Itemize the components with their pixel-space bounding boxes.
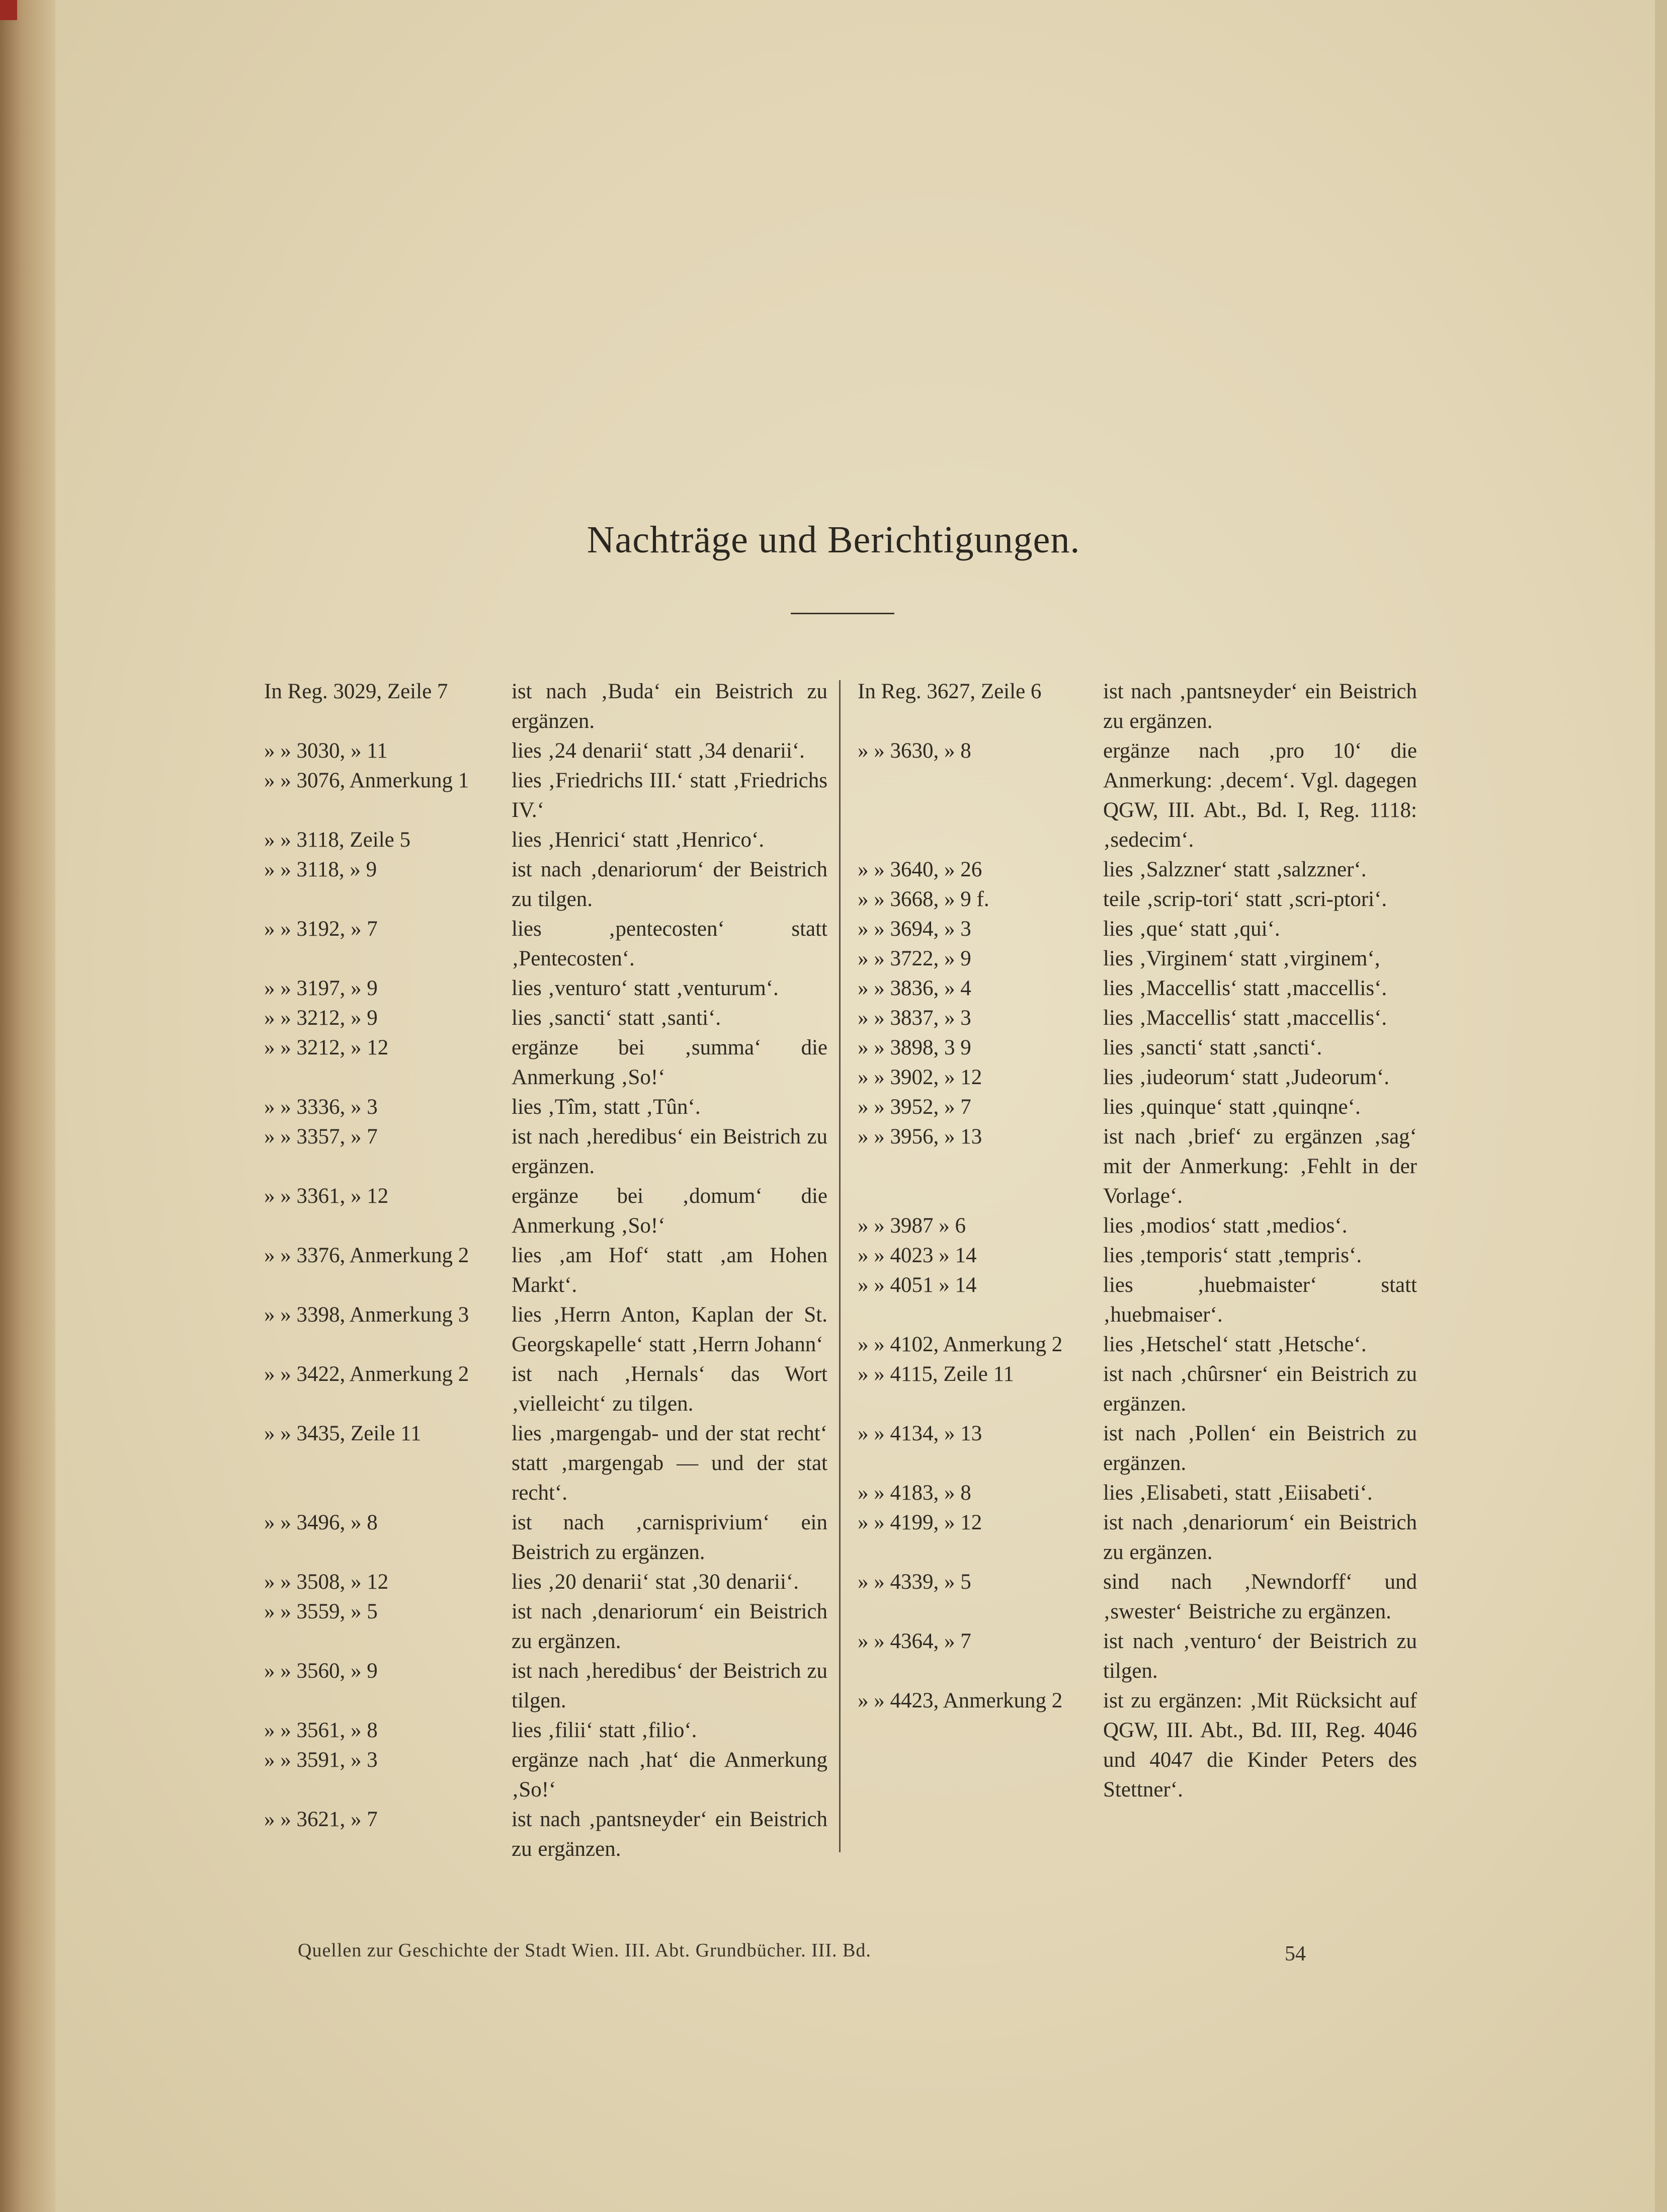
- correction-entry: [264, 677, 827, 736]
- correction-text: lies ‚Maccellis‘ statt ‚maccellis‘.: [1103, 976, 1387, 1000]
- correction-entry: [858, 884, 1417, 914]
- correction-entry: [264, 1745, 827, 1805]
- register-reference: » » 3837, » 3: [858, 1006, 971, 1030]
- correction-entry: [858, 1419, 1417, 1478]
- correction-entry: [858, 944, 1417, 973]
- correction-text: ist nach ‚Hernals‘ das Wort ‚vielleicht‘ zu tilgen.: [512, 1362, 827, 1416]
- correction-text: lies ‚iudeorum‘ statt ‚Judeorum‘.: [1103, 1066, 1390, 1089]
- correction-text: lies ‚que‘ statt ‚qui‘.: [1103, 917, 1280, 941]
- register-reference: » » 3722, » 9: [858, 947, 971, 970]
- correction-text: lies ‚Hetschel‘ statt ‚Hetsche‘.: [1103, 1333, 1367, 1356]
- correction-entry: [858, 1567, 1417, 1626]
- correction-entry: [264, 1241, 827, 1300]
- register-reference: » » 3561, » 8: [264, 1718, 378, 1742]
- register-reference: » » 4051 » 14: [858, 1273, 977, 1297]
- register-reference: In Reg. 3627, Zeile 6: [858, 680, 1042, 703]
- correction-entry: [858, 677, 1417, 736]
- correction-entry: [264, 1508, 827, 1567]
- correction-entry: [858, 855, 1417, 884]
- correction-text: ist nach ‚heredibus‘ ein Beistrich zu ergänzen.: [512, 1125, 827, 1178]
- register-reference: » » 3357, » 7: [264, 1125, 378, 1149]
- footer-source: Quellen zur Geschichte der Stadt Wien. III. Abt. Grundbücher. III. Bd.: [298, 1940, 871, 1961]
- correction-text: lies ‚huebmaister‘ statt ‚huebmaiser‘.: [1103, 1273, 1417, 1327]
- register-reference: » » 3076, Anmerkung 1: [264, 769, 469, 792]
- register-reference: » » 4183, » 8: [858, 1481, 971, 1505]
- correction-text: ergänze nach ‚pro 10‘ die Anmerkung: ‚decem‘. Vgl. dagegen QGW, III. Abt., Bd. I, Reg. 1118: ‚sedecim‘.: [1103, 739, 1417, 852]
- correction-entry: [264, 736, 827, 766]
- correction-entry: [264, 855, 827, 914]
- correction-entry: [858, 736, 1417, 855]
- correction-entry: [264, 973, 827, 1003]
- register-reference: » » 4199, » 12: [858, 1511, 982, 1534]
- correction-entry: [858, 1033, 1417, 1062]
- correction-text: lies ‚am Hof‘ statt ‚am Hohen Markt‘.: [512, 1244, 827, 1297]
- correction-entry: [858, 1508, 1417, 1567]
- register-reference: » » 4023 » 14: [858, 1244, 977, 1267]
- correction-entry: [264, 825, 827, 855]
- correction-entry: [264, 1715, 827, 1745]
- correction-entry: [858, 1626, 1417, 1686]
- correction-entry: [264, 1300, 827, 1359]
- correction-text: lies ‚Elisabeti‚ statt ‚Eiisabeti‘.: [1103, 1481, 1373, 1505]
- correction-text: ist nach ‚denariorum‘ ein Beistrich zu ergänzen.: [1103, 1511, 1417, 1564]
- correction-entry: [858, 1092, 1417, 1122]
- correction-text: lies ‚24 denarii‘ statt ‚34 denarii‘.: [512, 739, 805, 763]
- register-reference: » » 3591, » 3: [264, 1748, 378, 1772]
- correction-entry: [264, 914, 827, 973]
- correction-entry: [264, 1003, 827, 1033]
- correction-entry: [858, 1478, 1417, 1508]
- correction-text: teile ‚scrip-tori‘ statt ‚scri-ptori‘.: [1103, 887, 1387, 911]
- correction-text: lies ‚Tîm‚ statt ‚Tûn‘.: [512, 1095, 701, 1119]
- correction-entry: [264, 1092, 827, 1122]
- correction-text: lies ‚venturo‘ statt ‚venturum‘.: [512, 976, 779, 1000]
- page-title: Nachträge und Berichtigungen.: [587, 519, 1080, 561]
- register-reference: » » 3212, » 9: [264, 1006, 378, 1030]
- column-separator: [839, 680, 841, 1852]
- left-column: [264, 677, 827, 1864]
- correction-text: ist nach ‚pantsneyder‘ ein Beistrich zu ergänzen.: [512, 1808, 827, 1861]
- correction-entry: [858, 1330, 1417, 1359]
- register-reference: » » 3030, » 11: [264, 739, 388, 763]
- title-rule: [791, 613, 894, 614]
- correction-entry: [264, 1656, 827, 1715]
- correction-entry: [264, 1805, 827, 1864]
- binding-mark: [0, 0, 17, 20]
- register-reference: » » 3956, » 13: [858, 1125, 982, 1149]
- correction-entry: [858, 1359, 1417, 1419]
- register-reference: » » 4134, » 13: [858, 1422, 982, 1445]
- correction-text: ergänze bei ‚summa‘ die Anmerkung ‚So!‘: [512, 1036, 827, 1089]
- correction-text: lies ‚Maccellis‘ statt ‚maccellis‘.: [1103, 1006, 1387, 1030]
- correction-text: lies ‚sancti‘ statt ‚santi‘.: [512, 1006, 721, 1030]
- correction-text: lies ‚20 denarii‘ stat ‚30 denarii‘.: [512, 1570, 799, 1594]
- correction-entry: [264, 1122, 827, 1181]
- correction-entry: [858, 914, 1417, 944]
- correction-entry: [858, 1686, 1417, 1805]
- correction-text: sind nach ‚Newndorff‘ und ‚swester‘ Beistriche zu ergänzen.: [1103, 1570, 1417, 1623]
- correction-entry: [858, 1270, 1417, 1330]
- correction-text: ist nach ‚pantsneyder‘ ein Beistrich zu ergänzen.: [1103, 680, 1417, 733]
- register-reference: » » 3952, » 7: [858, 1095, 971, 1119]
- register-reference: » » 4339, » 5: [858, 1570, 971, 1594]
- register-reference: In Reg. 3029, Zeile 7: [264, 680, 448, 703]
- register-reference: » » 3987 » 6: [858, 1214, 966, 1238]
- register-reference: » » 3668, » 9 f.: [858, 887, 989, 911]
- correction-text: lies ‚margengab- und der stat recht‘ statt ‚margengab — und der stat recht‘.: [512, 1422, 827, 1505]
- register-reference: » » 4115, Zeile 11: [858, 1362, 1014, 1386]
- register-reference: » » 3898, 3 9: [858, 1036, 971, 1059]
- correction-entry: [858, 1241, 1417, 1270]
- register-reference: » » 3559, » 5: [264, 1600, 378, 1623]
- correction-text: ist nach ‚denariorum‘ der Beistrich zu tilgen.: [512, 858, 827, 911]
- right-column: [858, 677, 1417, 1805]
- correction-text: ist nach ‚heredibus‘ der Beistrich zu tilgen.: [512, 1659, 827, 1712]
- correction-text: ist nach ‚venturo‘ der Beistrich zu tilgen.: [1103, 1629, 1417, 1683]
- register-reference: » » 4364, » 7: [858, 1629, 971, 1653]
- correction-text: lies ‚Friedrichs III.‘ statt ‚Friedrichs IV.‘: [512, 769, 827, 822]
- register-reference: » » 3336, » 3: [264, 1095, 378, 1119]
- correction-entry: [264, 1181, 827, 1241]
- correction-entry: [264, 1033, 827, 1092]
- correction-entry: [264, 1567, 827, 1597]
- register-reference: » » 3376, Anmerkung 2: [264, 1244, 469, 1267]
- register-reference: » » 3422, Anmerkung 2: [264, 1362, 469, 1386]
- correction-text: lies ‚Henrici‘ statt ‚Henrico‘.: [512, 828, 765, 852]
- register-reference: » » 3630, » 8: [858, 739, 971, 763]
- correction-entry: [264, 1597, 827, 1656]
- correction-entry: [264, 766, 827, 825]
- register-reference: » » 3118, » 9: [264, 858, 377, 881]
- correction-text: lies ‚Salzzner‘ statt ‚salzzner‘.: [1103, 858, 1367, 881]
- correction-text: ergänze nach ‚hat‘ die Anmerkung ‚So!‘: [512, 1748, 827, 1801]
- register-reference: » » 3212, » 12: [264, 1036, 389, 1059]
- correction-entry: [858, 1211, 1417, 1241]
- correction-entry: [858, 1062, 1417, 1092]
- page-number: 54: [1285, 1942, 1306, 1965]
- correction-text: lies ‚modios‘ statt ‚medios‘.: [1103, 1214, 1348, 1238]
- register-reference: » » 3902, » 12: [858, 1066, 982, 1089]
- correction-text: lies ‚filii‘ statt ‚filio‘.: [512, 1718, 697, 1742]
- correction-entry: [264, 1419, 827, 1508]
- register-reference: » » 3694, » 3: [858, 917, 971, 941]
- register-reference: » » 3508, » 12: [264, 1570, 389, 1594]
- register-reference: » » 3496, » 8: [264, 1511, 378, 1534]
- correction-entry: [858, 973, 1417, 1003]
- register-reference: » » 3118, Zeile 5: [264, 828, 410, 852]
- correction-text: ergänze bei ‚domum‘ die Anmerkung ‚So!‘: [512, 1184, 827, 1238]
- correction-text: ist nach ‚chûrsner‘ ein Beistrich zu ergänzen.: [1103, 1362, 1417, 1416]
- correction-entry: [264, 1359, 827, 1419]
- correction-text: ist nach ‚Pollen‘ ein Beistrich zu ergänzen.: [1103, 1422, 1417, 1475]
- correction-entry: [858, 1122, 1417, 1211]
- register-reference: » » 3192, » 7: [264, 917, 378, 941]
- correction-text: ist nach ‚Buda‘ ein Beistrich zu ergänzen.: [512, 680, 827, 733]
- page-edge: [1655, 0, 1667, 2212]
- register-reference: » » 3836, » 4: [858, 976, 971, 1000]
- correction-text: ist nach ‚denariorum‘ ein Beistrich zu ergänzen.: [512, 1600, 827, 1653]
- correction-text: lies ‚quinque‘ statt ‚quinqne‘.: [1103, 1095, 1361, 1119]
- register-reference: » » 3197, » 9: [264, 976, 378, 1000]
- correction-text: lies ‚temporis‘ statt ‚tempris‘.: [1103, 1244, 1362, 1267]
- correction-text: lies ‚pentecosten‘ statt ‚Pentecosten‘.: [512, 917, 827, 970]
- correction-text: ist zu ergänzen: ‚Mit Rücksicht auf QGW, III. Abt., Bd. III, Reg. 4046 und 4047 die Kinder Peters des Stettner‘.: [1103, 1689, 1417, 1801]
- register-reference: » » 4102, Anmerkung 2: [858, 1333, 1063, 1356]
- correction-text: ist nach ‚carnisprivium‘ ein Beistrich zu ergänzen.: [512, 1511, 827, 1564]
- correction-text: ist nach ‚brief‘ zu ergänzen ‚sag‘ mit der Anmerkung: ‚Fehlt in der Vorlage‘.: [1103, 1125, 1417, 1208]
- register-reference: » » 3640, » 26: [858, 858, 982, 881]
- register-reference: » » 3560, » 9: [264, 1659, 378, 1683]
- register-reference: » » 3361, » 12: [264, 1184, 389, 1208]
- register-reference: » » 3398, Anmerkung 3: [264, 1303, 469, 1327]
- register-reference: » » 4423, Anmerkung 2: [858, 1689, 1063, 1712]
- register-reference: » » 3435, Zeile 11: [264, 1422, 422, 1445]
- book-spine: [0, 0, 55, 2212]
- correction-text: lies ‚sancti‘ statt ‚sancti‘.: [1103, 1036, 1322, 1059]
- correction-text: lies ‚Herrn Anton, Kaplan der St. Georgskapelle‘ statt ‚Herrn Johann‘: [512, 1303, 827, 1356]
- register-reference: » » 3621, » 7: [264, 1808, 378, 1831]
- correction-text: lies ‚Virginem‘ statt ‚virginem‘,: [1103, 947, 1380, 970]
- correction-entry: [858, 1003, 1417, 1033]
